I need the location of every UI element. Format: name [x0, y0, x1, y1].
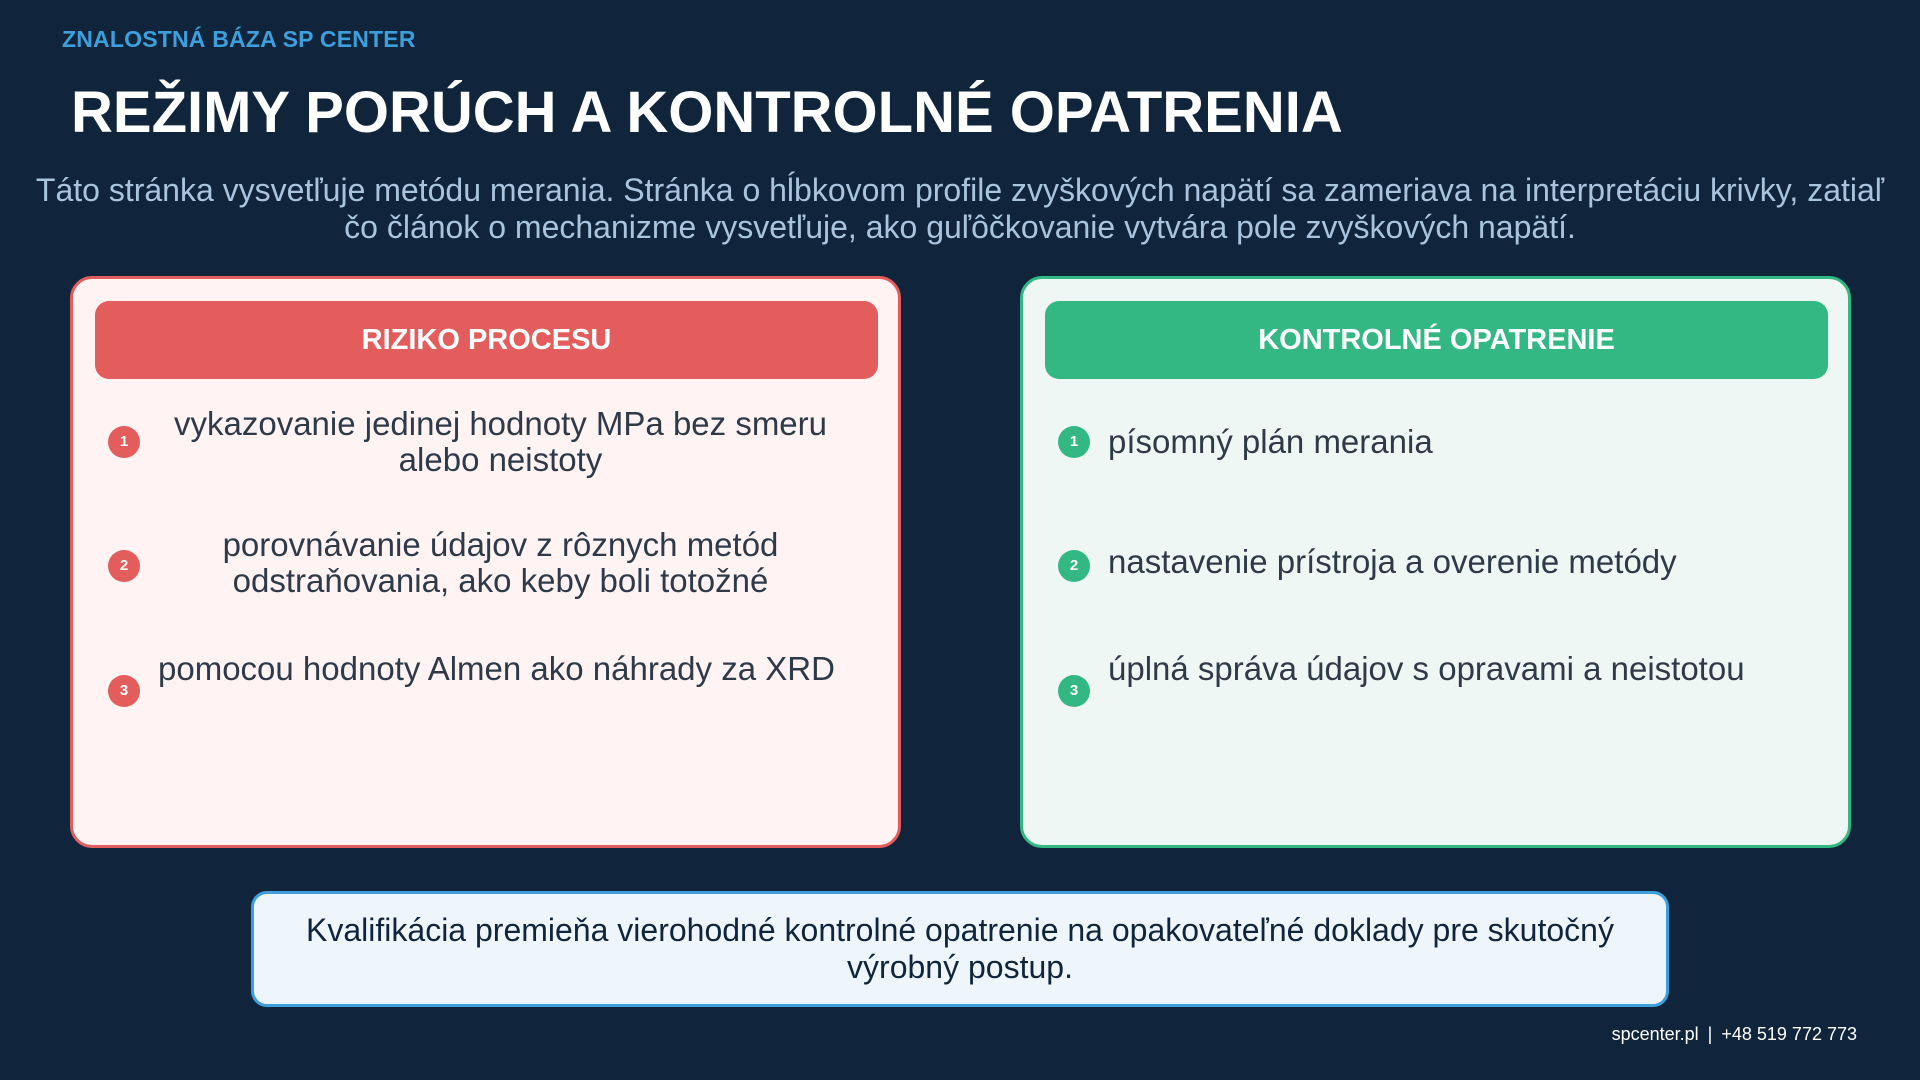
- number-badge: 3: [108, 675, 140, 707]
- control-item-text: úplná správa údajov s opravami a neistotou: [1108, 650, 1745, 687]
- qualification-callout: [251, 891, 1669, 1007]
- control-item-text: písomný plán merania: [1108, 423, 1433, 460]
- process-risk-panel: [70, 276, 901, 848]
- control-item-3: [1023, 625, 1848, 735]
- risk-item-3: [73, 625, 898, 735]
- number-badge: 2: [1058, 550, 1090, 582]
- risk-item-text: pomocou hodnoty Almen ako náhrady za XRD: [158, 650, 835, 687]
- risk-item-text: porovnávanie údajov z rôznych metód odstraňovania, ako keby boli totožné: [222, 526, 779, 599]
- website-link[interactable]: spcenter.pl: [1611, 1024, 1699, 1044]
- number-badge: 1: [108, 426, 140, 458]
- number-badge: 2: [108, 550, 140, 582]
- callout-text: Kvalifikácia premieňa vierohodné kontrolné opatrenie na opakovateľné doklady pre skutočný výrobný postup.: [306, 912, 1614, 985]
- page-title: REŽIMY PORÚCH A KONTROLNÉ OPATRENIA: [71, 80, 1343, 145]
- intro-text: Táto stránka vysvetľuje metódu merania. Stránka o hĺbkovom profile zvyškových napätí sa zameriava na interpretáciu krivky, zatiaľ čo článok o mechanizme vysvetľuje, ako guľôčkovanie vytvára pole zvyškových napätí.: [35, 172, 1885, 245]
- kicker-label: ZNALOSTNÁ BÁZA SP CENTER: [62, 26, 416, 52]
- control-item-2: [1023, 500, 1848, 610]
- control-measure-panel: [1020, 276, 1851, 848]
- phone-number[interactable]: +48 519 772 773: [1721, 1024, 1857, 1044]
- control-item-1: [1023, 379, 1848, 489]
- risk-item-2: [73, 500, 898, 610]
- footer-contact: [1612, 1024, 1857, 1045]
- process-risk-heading: RIZIKO PROCESU: [95, 301, 878, 379]
- number-badge: 3: [1058, 675, 1090, 707]
- number-badge: 1: [1058, 426, 1090, 458]
- risk-item-text: vykazovanie jedinej hodnoty MPa bez smeru alebo neistoty: [173, 405, 828, 478]
- risk-item-1: [73, 379, 898, 489]
- control-measure-heading: KONTROLNÉ OPATRENIE: [1045, 301, 1828, 379]
- control-item-text: nastavenie prístroja a overenie metódy: [1108, 543, 1677, 580]
- footer-separator: |: [1707, 1024, 1713, 1044]
